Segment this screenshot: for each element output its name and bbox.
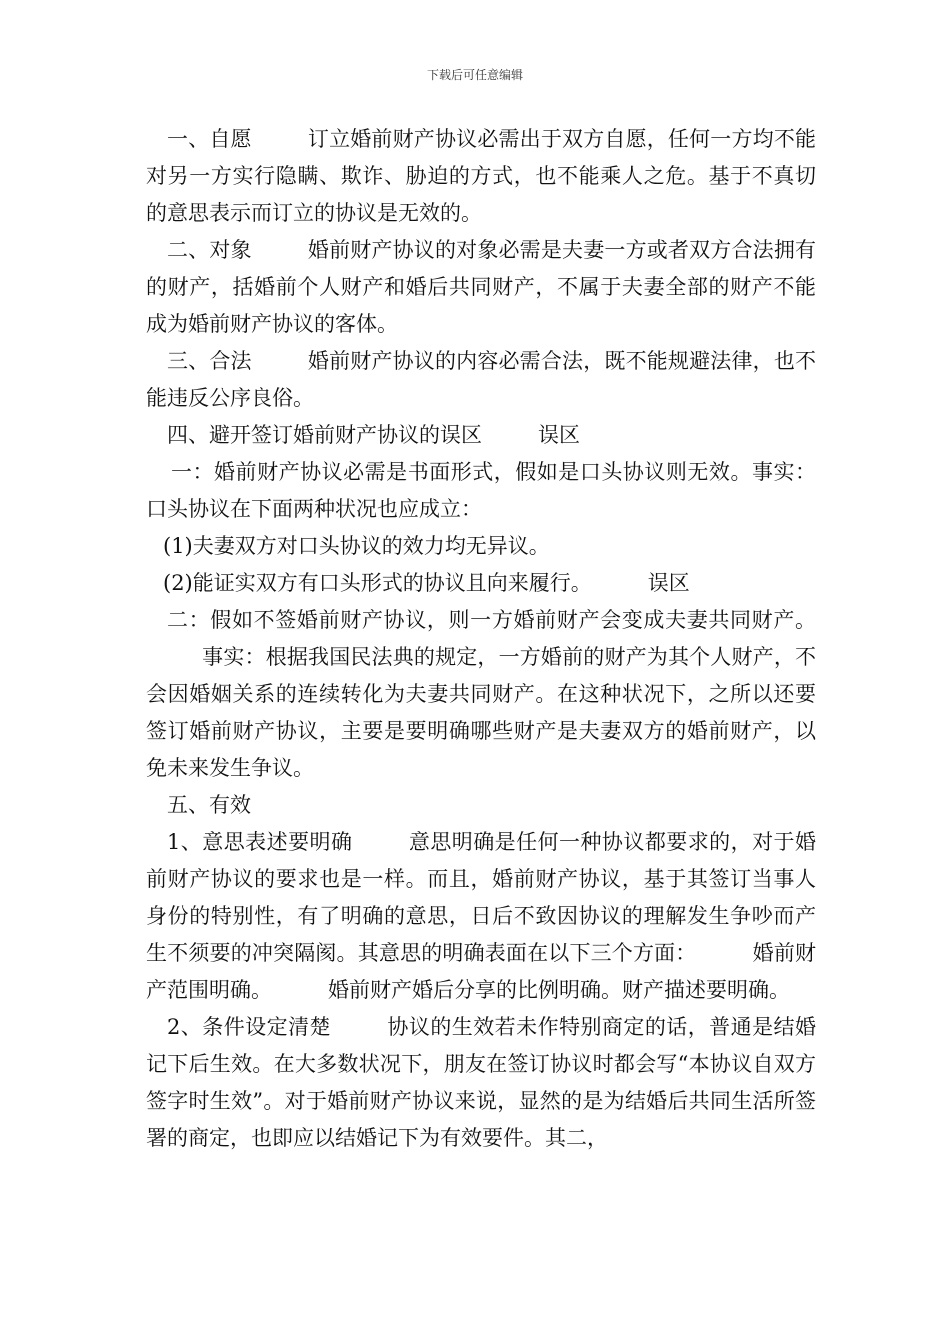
paragraph-object — [146, 232, 816, 343]
section-heading: 二、对象 — [167, 238, 252, 262]
paragraph-text: 一：婚前财产协议必需是书面形式，假如是口头协议则无效。事实：口头协议在下面两种状况也应成立： — [146, 460, 816, 521]
paragraph-text: 意思明确是任何一种协议都要求的，对于婚前财产协议的要求也是一样。而且，婚前财产协议，基于其签订当事人身份的特别性，有了明确的意思，日后不致因协议的理解发生争吵而产生不须要的冲突隔阂。其意思的明确表面在以下三个方面： — [146, 830, 816, 965]
paragraph-avoid-misconceptions — [146, 417, 816, 454]
paragraph-text: 订立婚前财产协议必需出于双方自愿，任何一方均不能对另一方实行隐瞒、欺诈、胁迫的方式，也不能乘人之危。基于不真切的意思表示而订立的协议是无效的。 — [146, 127, 817, 225]
section-heading: 1、意思表述要明确 — [167, 830, 353, 854]
paragraph-expression-clear — [146, 824, 816, 1009]
paragraph-text-tail: 误区 — [647, 571, 690, 595]
section-heading: 四、避开签订婚前财产协议的误区 — [167, 423, 482, 447]
paragraph-text-item: 婚前财产范围明确。 — [146, 941, 817, 1002]
paragraph-text: 协议的生效若未作特别商定的话，普通是结婚记下后生效。在大多数状况下，朋友在签订协议时都会写“本协议自双方签字时生效”。对于婚前财产协议来说，显然的是为结婚后共同生活所签署的商定，也即应以结婚记下为有效要件。其二， — [146, 1015, 816, 1150]
paragraph-text: (1)夫妻双方对口头协议的效力均无异议。 — [163, 534, 550, 558]
paragraph-text: 婚前财产协议的对象必需是夫妻一方或者双方合法拥有的财产，括婚前个人财产和婚后共同财产，不属于夫妻全部的财产不能成为婚前财产协议的客体。 — [146, 238, 817, 336]
paragraph-effective-heading — [146, 787, 816, 824]
section-heading: 五、有效 — [167, 793, 251, 817]
paragraph-text: 二：假如不签婚前财产协议，则一方婚前财产会变成夫妻共同财产。 — [167, 608, 816, 632]
page-header-note: 下载后可任意编辑 — [426, 68, 523, 82]
paragraph-item-1 — [146, 528, 816, 565]
paragraph-text-tail: 事实：根据我国民法典的规定，一方婚前的财产为其个人财产，不会因婚姻关系的连续转化为夫妻共同财产。在这种状况下，之所以还要签订婚前财产协议，主要是要明确哪些财产是夫妻双方的婚前财产，以免未来发生争议。 — [146, 645, 816, 780]
section-heading: 一、自愿 — [167, 127, 252, 151]
paragraph-item-2 — [146, 565, 816, 602]
paragraph-legal — [146, 343, 816, 417]
section-heading: 2、条件设定清楚 — [167, 1015, 331, 1039]
paragraph-conditions-clear — [146, 1009, 816, 1157]
paragraph-text: 婚前财产协议的内容必需合法，既不能规避法律，也不能违反公序良俗。 — [146, 349, 817, 410]
paragraph-text: (2)能证实双方有口头形式的协议且向来履行。 — [163, 571, 592, 595]
document-body — [146, 121, 816, 1157]
section-heading: 三、合法 — [167, 349, 252, 373]
paragraph-voluntary — [146, 121, 816, 232]
paragraph-text: 误区 — [538, 423, 580, 447]
paragraph-misconception-two — [146, 602, 816, 787]
paragraph-text-item: 财产描述要明确。 — [622, 978, 790, 1002]
paragraph-text-item: 婚前财产婚后分享的比例明确。 — [328, 978, 622, 1002]
paragraph-misconception-one — [146, 454, 816, 528]
